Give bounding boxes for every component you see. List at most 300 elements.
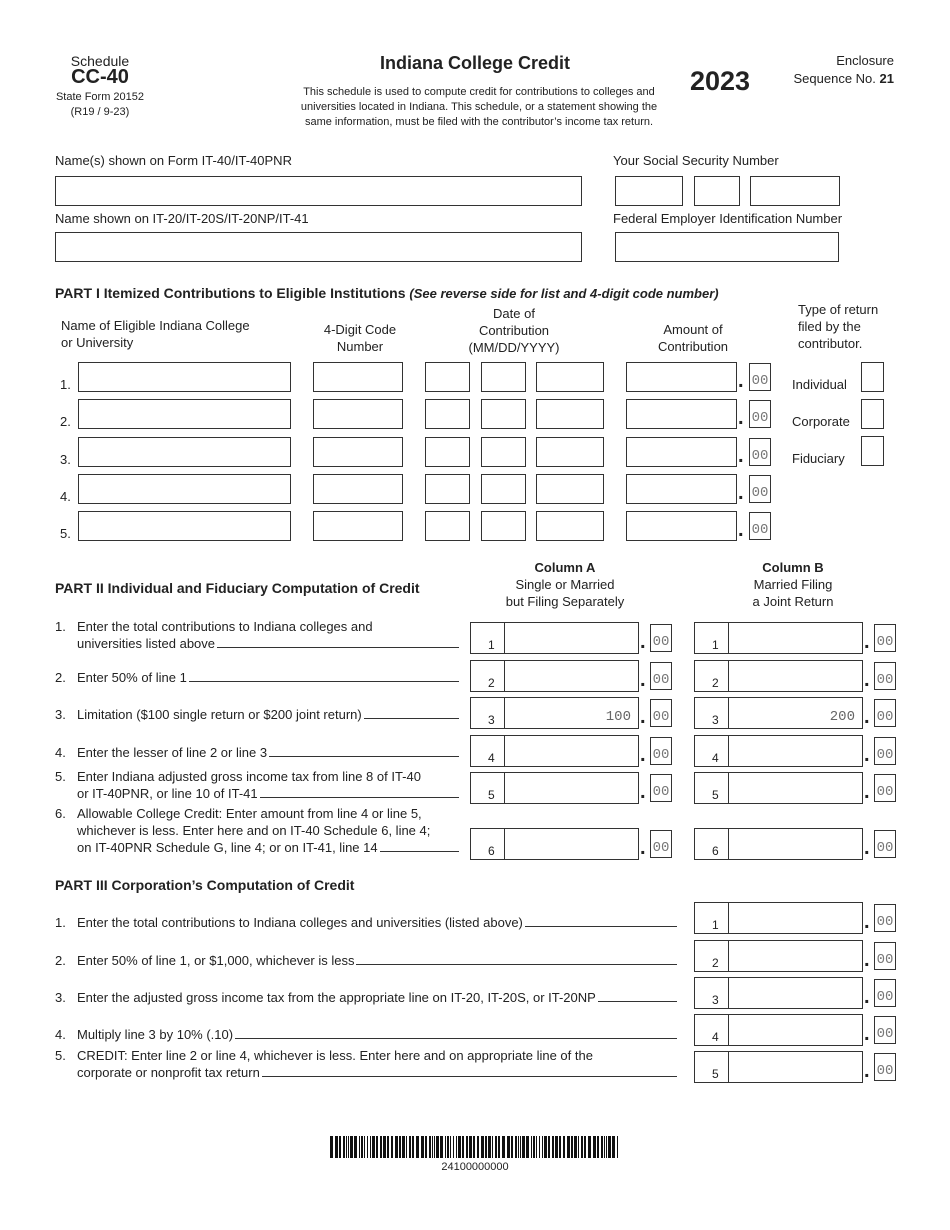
- part3-title: PART III Corporation’s Computation of Credit: [55, 877, 355, 893]
- barcode-bar: [536, 1136, 537, 1158]
- date-year-field[interactable]: [536, 511, 604, 541]
- date-month-field[interactable]: [425, 437, 470, 467]
- colB-line-number: 5: [712, 788, 719, 802]
- part3-line-text-last-text: Enter the total contributions to Indiana colleges and universities (listed above): [77, 915, 523, 930]
- part3-line-num: 5.: [55, 1048, 66, 1063]
- barcode-bar: [458, 1136, 461, 1158]
- colB-sub2: a Joint Return: [752, 594, 834, 609]
- barcode-bar: [367, 1136, 368, 1158]
- part3-line-text-last: [77, 990, 677, 1005]
- colA-cents: 00: [650, 830, 672, 858]
- barcode-bar: [387, 1136, 389, 1158]
- barcode-bar: [502, 1136, 505, 1158]
- part3-line-text: CREDIT: Enter line 2 or line 4, whichever is less. Enter here and on appropriate line of the: [77, 1048, 593, 1063]
- part2-line-text-last: [77, 707, 459, 722]
- date-year-field[interactable]: [536, 399, 604, 429]
- fill-line: [235, 1027, 677, 1039]
- barcode-bar: [485, 1136, 487, 1158]
- barcode-bar: [612, 1136, 615, 1158]
- corp-cents: 00: [874, 904, 896, 932]
- corp-amount-field[interactable]: [728, 1051, 863, 1083]
- part3-line-num: 3.: [55, 990, 66, 1005]
- part3-line-text-last: [77, 953, 677, 968]
- part2-line-text-last: [77, 670, 459, 685]
- date-year-field[interactable]: [536, 362, 604, 392]
- amount-field[interactable]: [626, 399, 737, 429]
- part2-line-num: 3.: [55, 707, 66, 722]
- colA-amount-field[interactable]: [504, 660, 639, 692]
- part2-line-text-last: [77, 786, 459, 801]
- colA-line-number: 2: [488, 676, 495, 690]
- barcode-bar: [447, 1136, 449, 1158]
- part2-line-text-last-text: Limitation ($100 single return or $200 joint return): [77, 707, 362, 722]
- amount-cents: 00: [749, 438, 771, 466]
- corp-cents: 00: [874, 979, 896, 1007]
- colB-line-number: 1: [712, 638, 719, 652]
- institution-name-field[interactable]: [78, 362, 291, 392]
- barcode-bar: [412, 1136, 414, 1158]
- colA-amount-field[interactable]: [504, 735, 639, 767]
- colA-cents: 00: [650, 699, 672, 727]
- date-month-field[interactable]: [425, 362, 470, 392]
- colA-cents: 00: [650, 737, 672, 765]
- barcode-bar: [370, 1136, 371, 1158]
- barcode-bar: [511, 1136, 513, 1158]
- barcode-bar: [450, 1136, 451, 1158]
- date-day-field[interactable]: [481, 511, 526, 541]
- barcode-bar: [364, 1136, 365, 1158]
- decimal-point: .: [738, 482, 744, 504]
- col-type-line2: filed by the: [798, 319, 861, 334]
- colB-amount-value: 200: [829, 709, 855, 725]
- colA-sub2: but Filing Separately: [505, 594, 625, 609]
- barcode-bar: [456, 1136, 457, 1158]
- col-date-line2: Contribution: [478, 323, 550, 338]
- state-form-number: State Form 20152: [55, 91, 145, 103]
- amount-field[interactable]: [626, 437, 737, 467]
- barcode-bar: [462, 1136, 464, 1158]
- barcode-bar: [335, 1136, 338, 1158]
- date-year-field[interactable]: [536, 474, 604, 504]
- barcode-bar: [581, 1136, 583, 1158]
- code-field[interactable]: [313, 399, 403, 429]
- part2-title: PART II Individual and Fiduciary Computation of Credit: [55, 580, 420, 596]
- ssn-field-part2[interactable]: [694, 176, 740, 206]
- type-fiduciary-checkbox[interactable]: [861, 436, 884, 466]
- part2-line-text-last-text: universities listed above: [77, 636, 216, 651]
- barcode-bar: [574, 1136, 577, 1158]
- decimal-point: .: [640, 706, 646, 728]
- barcode-bar: [507, 1136, 510, 1158]
- amount-field[interactable]: [626, 362, 737, 392]
- barcode-bar: [330, 1136, 333, 1158]
- decimal-point: .: [640, 631, 646, 653]
- corp-line-number: 3: [712, 993, 719, 1007]
- part1-heading: [55, 285, 719, 301]
- code-field[interactable]: [313, 511, 403, 541]
- sequence-line: [770, 71, 894, 86]
- type-individual-label: Individual: [792, 377, 847, 392]
- corp-cents: 00: [874, 942, 896, 970]
- decimal-point: .: [640, 837, 646, 859]
- part2-line-text-last: [77, 636, 459, 651]
- page-title: Indiana College Credit: [379, 53, 571, 73]
- amount-field[interactable]: [626, 511, 737, 541]
- colB-cents: 00: [874, 662, 896, 690]
- barcode: [330, 1136, 620, 1158]
- part3-line-text-last-text: Enter the adjusted gross income tax from the appropriate line on IT-20, IT-20S, or IT-20NP: [77, 990, 596, 1005]
- colA-amount-field[interactable]: [504, 772, 639, 804]
- barcode-bar: [559, 1136, 561, 1158]
- colB-amount-field[interactable]: [728, 735, 863, 767]
- part2-line-num: 6.: [55, 806, 66, 821]
- barcode-bar: [588, 1136, 591, 1158]
- decimal-point: .: [864, 1060, 870, 1082]
- barcode-bar: [469, 1136, 472, 1158]
- colB-cents: 00: [874, 699, 896, 727]
- barcode-bar: [421, 1136, 424, 1158]
- barcode-bar: [498, 1136, 500, 1158]
- type-corporate-label: Corporate: [792, 414, 850, 429]
- barcode-bar: [593, 1136, 596, 1158]
- decimal-point: .: [738, 519, 744, 541]
- corp-line-number: 1: [712, 918, 719, 932]
- code-field[interactable]: [313, 362, 403, 392]
- col-name-line1: Name of Eligible Indiana College: [61, 318, 250, 333]
- barcode-bar: [354, 1136, 357, 1158]
- institution-name-field[interactable]: [78, 474, 291, 504]
- barcode-bar: [440, 1136, 443, 1158]
- description-line-2: universities located in Indiana. This schedule, or a statement showing the: [300, 101, 658, 113]
- col-code-line2: Number: [336, 339, 384, 354]
- barcode-bar: [578, 1136, 579, 1158]
- ssn-label: Your Social Security Number: [613, 153, 779, 168]
- colA-line-number: 5: [488, 788, 495, 802]
- decimal-point: .: [864, 631, 870, 653]
- barcode-bar: [445, 1136, 446, 1158]
- decimal-point: .: [738, 445, 744, 467]
- barcode-bar: [406, 1136, 407, 1158]
- date-day-field[interactable]: [481, 362, 526, 392]
- part3-line-text-last-text: corporate or nonprofit tax return: [77, 1065, 260, 1080]
- date-day-field[interactable]: [481, 474, 526, 504]
- part2-line-text: Allowable College Credit: Enter amount from line 4 or line 5,: [77, 806, 422, 821]
- decimal-point: .: [864, 744, 870, 766]
- part1-row-number: 1.: [60, 377, 71, 392]
- barcode-bar: [383, 1136, 386, 1158]
- colA-line-number: 6: [488, 844, 495, 858]
- fill-line: [260, 786, 459, 798]
- barcode-bar: [434, 1136, 435, 1158]
- institution-name-field[interactable]: [78, 437, 291, 467]
- corp-line-number: 4: [712, 1030, 719, 1044]
- part1-row-number: 5.: [60, 526, 71, 541]
- barcode-bar: [539, 1136, 540, 1158]
- colA-line-number: 1: [488, 638, 495, 652]
- col-code-line1: 4-Digit Code: [323, 322, 397, 337]
- colA-title: Column A: [534, 560, 596, 575]
- barcode-bar: [495, 1136, 497, 1158]
- date-year-field[interactable]: [536, 437, 604, 467]
- barcode-bar: [348, 1136, 349, 1158]
- barcode-bar: [604, 1136, 605, 1158]
- barcode-bar: [350, 1136, 353, 1158]
- decimal-point: .: [864, 911, 870, 933]
- corp-cents: 00: [874, 1016, 896, 1044]
- part2-line-text: Enter Indiana adjusted gross income tax from line 8 of IT-40: [77, 769, 421, 784]
- barcode-bar: [436, 1136, 439, 1158]
- institution-name-field[interactable]: [78, 511, 291, 541]
- corp-line-number: 2: [712, 956, 719, 970]
- barcode-bar: [346, 1136, 347, 1158]
- sequence-number: 21: [879, 71, 894, 86]
- barcode-bar: [429, 1136, 431, 1158]
- corp-amount-field[interactable]: [728, 1014, 863, 1046]
- part3-line-text-last-text: Multiply line 3 by 10% (.10): [77, 1027, 234, 1042]
- colA-cents: 00: [650, 662, 672, 690]
- colB-line-number: 6: [712, 844, 719, 858]
- colB-cents: 00: [874, 774, 896, 802]
- decimal-point: .: [738, 407, 744, 429]
- name-it20-field[interactable]: [55, 232, 582, 262]
- decimal-point: .: [864, 706, 870, 728]
- barcode-bar: [522, 1136, 525, 1158]
- code-field[interactable]: [313, 474, 403, 504]
- colA-line-number: 4: [488, 751, 495, 765]
- barcode-bar: [531, 1136, 532, 1158]
- colB-cents: 00: [874, 624, 896, 652]
- fill-line: [356, 953, 677, 965]
- part2-line-text-last: [77, 745, 459, 760]
- enclosure-label: Enclosure: [836, 53, 894, 68]
- amount-cents: 00: [749, 400, 771, 428]
- fill-line: [364, 707, 459, 719]
- col-amount-line2: Contribution: [657, 339, 729, 354]
- colB-line-number: 2: [712, 676, 719, 690]
- part2-line-text-last-text: or IT-40PNR, or line 10 of IT-41: [77, 786, 258, 801]
- barcode-bar: [518, 1136, 519, 1158]
- colB-amount-field[interactable]: [728, 828, 863, 860]
- decimal-point: .: [864, 949, 870, 971]
- code-field[interactable]: [313, 437, 403, 467]
- barcode-bar: [380, 1136, 382, 1158]
- decimal-point: .: [640, 669, 646, 691]
- decimal-point: .: [864, 669, 870, 691]
- colB-amount-field[interactable]: [728, 660, 863, 692]
- barcode-bar: [617, 1136, 618, 1158]
- part3-line-text-last: [77, 1065, 677, 1080]
- colA-line-number: 3: [488, 713, 495, 727]
- barcode-bar: [416, 1136, 419, 1158]
- decimal-point: .: [738, 370, 744, 392]
- fill-line: [217, 636, 459, 648]
- corp-cents: 00: [874, 1053, 896, 1081]
- barcode-bar: [477, 1136, 479, 1158]
- colA-amount-value: 100: [605, 709, 631, 725]
- barcode-bar: [425, 1136, 427, 1158]
- colB-cents: 00: [874, 830, 896, 858]
- barcode-bar: [432, 1136, 433, 1158]
- name-it40-field[interactable]: [55, 176, 582, 206]
- col-type-line3: contributor.: [798, 336, 863, 351]
- tax-year: 2023: [690, 66, 751, 96]
- fein-field[interactable]: [615, 232, 839, 262]
- barcode-bar: [376, 1136, 378, 1158]
- barcode-bar: [526, 1136, 529, 1158]
- col-date-line3: (MM/DD/YYYY): [468, 340, 560, 355]
- colB-cents: 00: [874, 737, 896, 765]
- barcode-bar: [606, 1136, 607, 1158]
- decimal-point: .: [640, 781, 646, 803]
- barcode-bar: [571, 1136, 573, 1158]
- colB-title: Column B: [762, 560, 824, 575]
- part1-row-number: 4.: [60, 489, 71, 504]
- date-month-field[interactable]: [425, 399, 470, 429]
- part3-line-num: 2.: [55, 953, 66, 968]
- colA-sub1: Single or Married: [515, 577, 615, 592]
- barcode-bar: [555, 1136, 558, 1158]
- part2-line-num: 1.: [55, 619, 66, 634]
- type-individual-checkbox[interactable]: [861, 362, 884, 392]
- barcode-bar: [548, 1136, 550, 1158]
- institution-name-field[interactable]: [78, 399, 291, 429]
- colB-line-number: 4: [712, 751, 719, 765]
- barcode-bar: [544, 1136, 547, 1158]
- decimal-point: .: [864, 1023, 870, 1045]
- part3-line-text-last: [77, 1027, 677, 1042]
- barcode-bar: [542, 1136, 543, 1158]
- barcode-bar: [515, 1136, 517, 1158]
- amount-cents: 00: [749, 512, 771, 540]
- barcode-bar: [567, 1136, 570, 1158]
- col-amount-line1: Amount of: [663, 322, 723, 337]
- part3-line-text-last-text: Enter 50% of line 1, or $1,000, whichever is less: [77, 953, 355, 968]
- barcode-bar: [533, 1136, 535, 1158]
- date-day-field[interactable]: [481, 437, 526, 467]
- name-it20-label: Name shown on IT-20/IT-20S/IT-20NP/IT-41: [55, 211, 309, 226]
- fill-line: [262, 1065, 677, 1077]
- colA-amount-field[interactable]: [504, 622, 639, 654]
- fill-line: [525, 915, 677, 927]
- barcode-bar: [466, 1136, 468, 1158]
- barcode-bar: [608, 1136, 611, 1158]
- colA-cents: 00: [650, 774, 672, 802]
- form-code: CC-40: [71, 66, 129, 88]
- part2-line-num: 5.: [55, 769, 66, 784]
- fill-line: [189, 670, 459, 682]
- part2-line-text-last-text: on IT-40PNR Schedule G, line 4; or on IT-41, line 14: [77, 840, 378, 855]
- corp-line-number: 5: [712, 1067, 719, 1081]
- colA-amount-field[interactable]: [504, 828, 639, 860]
- barcode-bar: [399, 1136, 401, 1158]
- barcode-bar: [391, 1136, 393, 1158]
- colB-amount-field[interactable]: [728, 622, 863, 654]
- revision-date: (R19 / 9-23): [70, 106, 130, 118]
- barcode-number: 24100000000: [441, 1161, 509, 1173]
- description-line-1: This schedule is used to compute credit for contributions to colleges and: [303, 86, 655, 98]
- part1-row-number: 2.: [60, 414, 71, 429]
- col-name-line2: or University: [61, 335, 134, 350]
- barcode-bar: [488, 1136, 491, 1158]
- barcode-bar: [409, 1136, 411, 1158]
- part2-line-text-last: [77, 840, 459, 855]
- type-corporate-checkbox[interactable]: [861, 399, 884, 429]
- part1-note: (See reverse side for list and 4-digit code number): [409, 286, 719, 301]
- fill-line: [269, 745, 459, 757]
- barcode-bar: [601, 1136, 603, 1158]
- type-fiduciary-label: Fiduciary: [792, 451, 845, 466]
- decimal-point: .: [864, 781, 870, 803]
- barcode-bar: [372, 1136, 375, 1158]
- description-line-3: same information, must be filed with the contributor’s income tax return.: [304, 116, 654, 128]
- part2-line-num: 2.: [55, 670, 66, 685]
- amount-cents: 00: [749, 363, 771, 391]
- part2-line-text: Enter the total contributions to Indiana colleges and: [77, 619, 373, 634]
- ssn-field-part3[interactable]: [750, 176, 840, 206]
- amount-cents: 00: [749, 475, 771, 503]
- part2-line-text: whichever is less. Enter here and on IT-40 Schedule 6, line 4;: [77, 823, 431, 838]
- decimal-point: .: [864, 986, 870, 1008]
- part3-line-text-last: [77, 915, 677, 930]
- sequence-label: Sequence No.: [793, 71, 876, 86]
- col-type-line1: Type of return: [798, 302, 879, 317]
- part3-line-num: 1.: [55, 915, 66, 930]
- barcode-bar: [563, 1136, 565, 1158]
- part1-row-number: 3.: [60, 452, 71, 467]
- barcode-bar: [361, 1136, 363, 1158]
- barcode-bar: [402, 1136, 405, 1158]
- corp-amount-field[interactable]: [728, 902, 863, 934]
- barcode-bar: [395, 1136, 398, 1158]
- barcode-bar: [473, 1136, 475, 1158]
- schedule-label: Schedule: [70, 53, 130, 69]
- barcode-bar: [520, 1136, 521, 1158]
- barcode-bar: [359, 1136, 360, 1158]
- date-day-field[interactable]: [481, 399, 526, 429]
- ssn-field-part1[interactable]: [615, 176, 683, 206]
- barcode-bar: [492, 1136, 493, 1158]
- fein-label: Federal Employer Identification Number: [613, 211, 843, 226]
- date-month-field[interactable]: [425, 511, 470, 541]
- corp-amount-field[interactable]: [728, 977, 863, 1009]
- part3-line-num: 4.: [55, 1027, 66, 1042]
- col-date-line1: Date of: [493, 306, 535, 321]
- fill-line: [380, 840, 459, 852]
- part1-title: PART I Itemized Contributions to Eligible Institutions: [55, 285, 406, 301]
- barcode-bar: [453, 1136, 454, 1158]
- colB-sub1: Married Filing: [753, 577, 833, 592]
- barcode-bar: [339, 1136, 341, 1158]
- barcode-bar: [343, 1136, 345, 1158]
- part2-line-num: 4.: [55, 745, 66, 760]
- decimal-point: .: [864, 837, 870, 859]
- date-month-field[interactable]: [425, 474, 470, 504]
- fill-line: [598, 990, 677, 1002]
- colA-cents: 00: [650, 624, 672, 652]
- amount-field[interactable]: [626, 474, 737, 504]
- name-it40-label: Name(s) shown on Form IT-40/IT-40PNR: [55, 153, 292, 168]
- part2-line-text-last-text: Enter 50% of line 1: [77, 670, 187, 685]
- colB-line-number: 3: [712, 713, 719, 727]
- barcode-bar: [597, 1136, 599, 1158]
- barcode-bar: [584, 1136, 586, 1158]
- barcode-bar: [552, 1136, 554, 1158]
- barcode-bar: [481, 1136, 484, 1158]
- colB-amount-field[interactable]: [728, 772, 863, 804]
- corp-amount-field[interactable]: [728, 940, 863, 972]
- part2-line-text-last-text: Enter the lesser of line 2 or line 3: [77, 745, 268, 760]
- decimal-point: .: [640, 744, 646, 766]
